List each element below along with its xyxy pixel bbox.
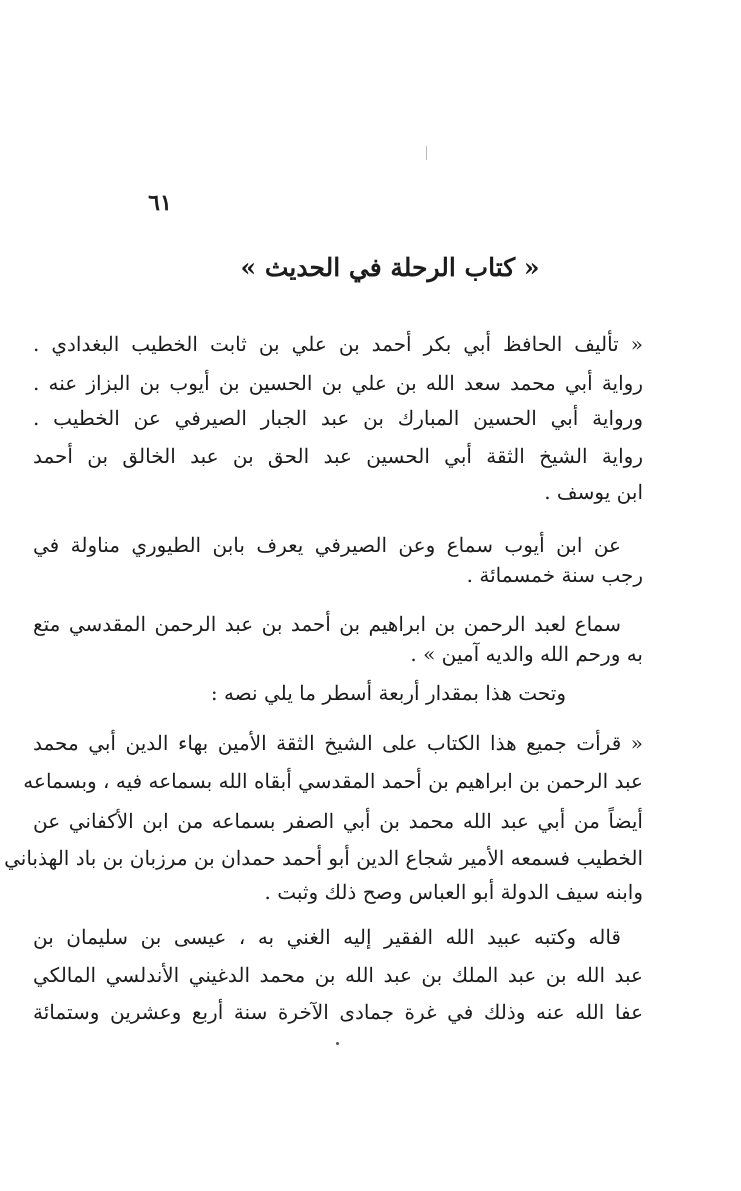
text-line: وتحت هذا بمقدار أربعة أسطر ما يلي نصه : [210, 681, 566, 705]
text-line: رواية الشيخ الثقة أبي الحسين عبد الحق بن عبد الخالق بن أحمد [33, 444, 643, 468]
text-line: « قرأت جميع هذا الكتاب على الشيخ الثقة الأمين بهاء الدين أبي محمد [33, 731, 643, 755]
book-title: « كتاب الرحلة في الحديث » [240, 253, 540, 282]
text-line: عفا الله عنه وذلك في غرة جمادى الآخرة سنة أربع وعشرين وستمائة [33, 1000, 643, 1024]
page-speck-mark [426, 146, 427, 160]
text-line: أيضاً من أبي عبد الله محمد بن أبي الصفر بسماعه من ابن الأكفاني عن [33, 809, 643, 833]
text-line: الخطيب فسمعه الأمير شجاع الدين أبو أحمد حمدان بن مرزبان بن باد الهذباني [4, 846, 643, 870]
text-line: رواية أبي محمد سعد الله بن علي بن الحسين بن أيوب بن البزاز عنه . [33, 371, 643, 395]
text-line: وابنه سيف الدولة أبو العباس وصح ذلك وثبت . [264, 880, 643, 904]
text-line: به ورحم الله والديه آمين » . [410, 642, 643, 666]
text-line: عبد الرحمن بن ابراهيم بن أحمد المقدسي أبقاه الله بسماعه فيه ، وبسماعه [23, 769, 643, 793]
text-line: ورواية أبي الحسين المبارك بن عبد الجبار الصيرفي عن الخطيب . [33, 406, 643, 430]
page-dot-mark [336, 1042, 339, 1045]
page-number: ٦١ [148, 190, 172, 216]
text-line: « تأليف الحافظ أبي بكر أحمد بن علي بن ثابت الخطيب البغدادي . [33, 332, 643, 356]
text-line: قاله وكتبه عبيد الله الفقير إليه الغني به ، عيسى بن سليمان بن [33, 925, 621, 949]
text-line: عبد الله بن عبد الملك بن عبد الله بن محمد الدغيني الأندلسي المالكي [33, 963, 643, 987]
text-line: عن ابن أيوب سماع وعن الصيرفي يعرف بابن الطيوري مناولة في [33, 533, 621, 557]
text-line: سماع لعبد الرحمن بن ابراهيم بن أحمد بن عبد الرحمن المقدسي متع [33, 612, 621, 636]
text-line: ابن يوسف . [544, 480, 643, 504]
text-line: رجب سنة خمسمائة . [466, 563, 643, 587]
